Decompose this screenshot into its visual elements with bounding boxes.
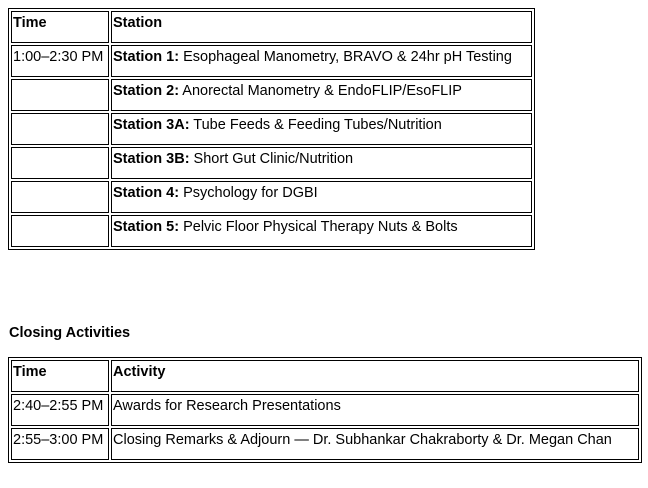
station-cell (111, 113, 532, 145)
time-cell: 1:00–2:30 PM (11, 45, 109, 77)
time-cell (11, 79, 109, 111)
time-header: Time (11, 11, 109, 43)
station-description: Short Gut Clinic/Nutrition (189, 151, 354, 167)
station-header: Station (111, 11, 532, 43)
table-row (11, 113, 532, 145)
time-cell: 2:40–2:55 PM (11, 394, 109, 426)
stations-table (8, 8, 535, 250)
table-row (11, 181, 532, 213)
time-cell: 2:55–3:00 PM (11, 428, 109, 460)
table-row (11, 394, 639, 426)
table-row (11, 215, 532, 247)
table-row (11, 79, 532, 111)
station-cell (111, 45, 532, 77)
station-name: Station 5: (113, 219, 180, 235)
station-name: Station 1: (113, 49, 180, 65)
station-name: Station 3A: (113, 117, 190, 133)
station-description: Anorectal Manometry & EndoFLIP/EsoFLIP (179, 83, 462, 99)
activity-cell: Awards for Research Presentations (111, 394, 639, 426)
table-header-row (11, 360, 639, 392)
station-name: Station 2: (113, 83, 180, 99)
table-header-row (11, 11, 532, 43)
table-row (11, 147, 532, 179)
table-row (11, 45, 532, 77)
station-cell (111, 215, 532, 247)
station-name: Station 3B: (113, 151, 190, 167)
table-row (11, 428, 639, 460)
time-cell (11, 215, 109, 247)
station-cell (111, 181, 532, 213)
station-cell (111, 79, 532, 111)
station-description: Pelvic Floor Physical Therapy Nuts & Bolts (179, 219, 458, 235)
station-description: Esophageal Manometry, BRAVO & 24hr pH Testing (179, 49, 512, 65)
time-cell (11, 147, 109, 179)
station-description: Psychology for DGBI (179, 185, 318, 201)
station-description: Tube Feeds & Feeding Tubes/Nutrition (189, 117, 442, 133)
activity-cell: Closing Remarks & Adjourn — Dr. Subhankar Chakraborty & Dr. Megan Chan (111, 428, 639, 460)
time-header: Time (11, 360, 109, 392)
closing-activities-heading: Closing Activities (9, 325, 131, 341)
activity-header: Activity (111, 360, 639, 392)
time-cell (11, 181, 109, 213)
station-name: Station 4: (113, 185, 180, 201)
closing-activities-table (8, 357, 642, 463)
station-cell (111, 147, 532, 179)
time-cell (11, 113, 109, 145)
